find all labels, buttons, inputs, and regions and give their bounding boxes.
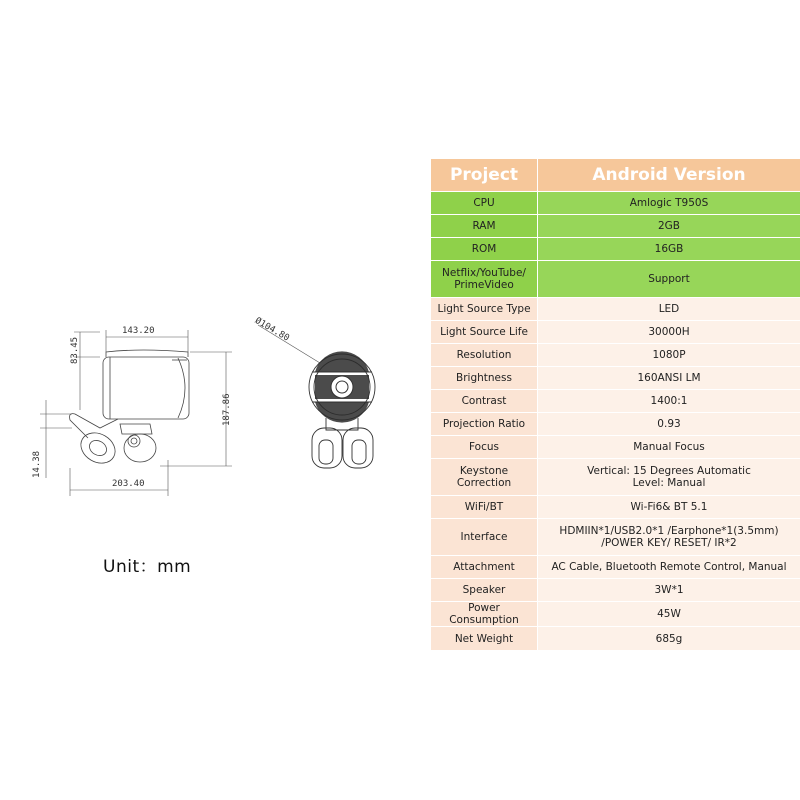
spec-row: [431, 413, 800, 436]
spec-row: [431, 436, 800, 459]
spec-value: 16GB: [538, 238, 800, 261]
spec-row: [431, 459, 800, 496]
spec-label: Net Weight: [431, 627, 538, 651]
spec-value: 685g: [538, 627, 800, 651]
spec-row: [431, 627, 800, 651]
spec-table: [430, 158, 800, 651]
spec-value: 0.93: [538, 413, 800, 436]
spec-value: 1400:1: [538, 390, 800, 413]
spec-value: 160ANSI LM: [538, 367, 800, 390]
spec-label: ROM: [431, 238, 538, 261]
spec-row: [431, 519, 800, 556]
dim-height-small: 83.45: [70, 336, 80, 364]
spec-value: Amlogic T950S: [538, 192, 800, 215]
spec-label: Netflix/YouTube/ PrimeVideo: [431, 261, 538, 298]
spec-value: Manual Focus: [538, 436, 800, 459]
spec-label: Speaker: [431, 579, 538, 602]
spec-header-row: [431, 159, 800, 192]
spec-label: Focus: [431, 436, 538, 459]
spec-value: LED: [538, 298, 800, 321]
dim-height-base: 14.38: [32, 450, 42, 478]
spec-row: [431, 602, 800, 627]
spec-row: [431, 261, 800, 298]
spec-row: [431, 215, 800, 238]
spec-label: Attachment: [431, 556, 538, 579]
spec-row: [431, 496, 800, 519]
spec-label: RAM: [431, 215, 538, 238]
side-body-outline: [103, 357, 189, 419]
spec-label: CPU: [431, 192, 538, 215]
spec-label: Projection Ratio: [431, 413, 538, 436]
spec-label: Light Source Life: [431, 321, 538, 344]
spec-row: [431, 556, 800, 579]
spec-value: 2GB: [538, 215, 800, 238]
dim-width-top: 143.20: [122, 326, 155, 336]
spec-value: 3W*1: [538, 579, 800, 602]
spec-label: Keystone Correction: [431, 459, 538, 496]
spec-row: [431, 367, 800, 390]
spec-label: Brightness: [431, 367, 538, 390]
dim-width-base: 203.40: [112, 479, 145, 489]
spec-label: WiFi/BT: [431, 496, 538, 519]
spec-row: [431, 298, 800, 321]
spec-row: [431, 579, 800, 602]
dim-height-main: 187.86: [222, 393, 232, 426]
unit-label: Unit：mm: [103, 557, 192, 577]
spec-label: Interface: [431, 519, 538, 556]
spec-label: Contrast: [431, 390, 538, 413]
spec-label: Light Source Type: [431, 298, 538, 321]
spec-value: AC Cable, Bluetooth Remote Control, Manual: [538, 556, 800, 579]
spec-value: Support: [538, 261, 800, 298]
spec-value: Vertical: 15 Degrees Automatic Level: Manual: [538, 459, 800, 496]
spec-value: 30000H: [538, 321, 800, 344]
spec-row: [431, 321, 800, 344]
spec-row: [431, 344, 800, 367]
spec-value: 1080P: [538, 344, 800, 367]
spec-label: Resolution: [431, 344, 538, 367]
dim-lens-diameter: Ø104.80: [253, 316, 291, 344]
spec-value: HDMIIN*1/USB2.0*1 /Earphone*1(3.5mm) /POWER KEY/ RESET/ IR*2: [538, 519, 800, 556]
header-version: Android Version: [538, 159, 800, 192]
spec-value: 45W: [538, 602, 800, 627]
spec-value: Wi-Fi6& BT 5.1: [538, 496, 800, 519]
spec-row: [431, 192, 800, 215]
spec-row: [431, 390, 800, 413]
spec-label: Power Consumption: [431, 602, 538, 627]
header-project: Project: [431, 159, 538, 192]
spec-row: [431, 238, 800, 261]
